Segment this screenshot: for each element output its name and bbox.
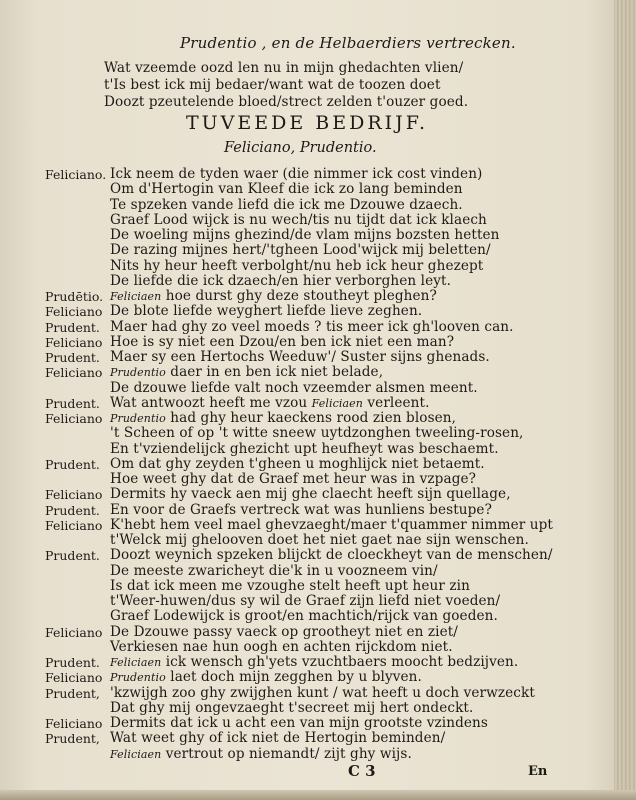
verse-line (110, 502, 492, 518)
verse-line (110, 654, 518, 670)
verse-line (110, 364, 383, 380)
speaker-label: Prudent. (45, 350, 100, 365)
verse-text: ick wensch gh'yets vzuchtbaers moocht bedzijven. (165, 654, 519, 670)
speaker-label: Feliciano (45, 487, 103, 503)
verse-line (110, 471, 476, 487)
speaker-label: Feliciano (45, 624, 103, 640)
verse-text: Dermits dat ick u acht een van mijn grootste vzindens (110, 715, 488, 731)
verse-text: vertrout op niemandt/ zijt ghy wijs. (165, 745, 412, 762)
speaker-label: Prudent. (45, 655, 100, 670)
verse-text: Nits hy heur heeft verbolght/nu heb ick heur ghezept (110, 257, 484, 274)
verse-text: Maer had ghy zo veel moeds ? tis meer ick gh'looven can. (110, 318, 514, 335)
page-edge-right (614, 0, 636, 800)
verse-line (110, 685, 535, 701)
speaker-label: Prudent. (45, 395, 100, 411)
verse-text: Te spzeken vande liefd die ick me Dzouwe dzaech. (110, 196, 463, 213)
inline-character-name: Prudentio (110, 366, 166, 380)
signature-mark: C 3 (348, 762, 376, 780)
speaker-label: Prudent. (45, 502, 100, 518)
speaker-label: Prudent. (45, 319, 100, 335)
speaker-label: Prudent. (45, 456, 100, 472)
verse-line (110, 624, 458, 640)
verse-text: De razing mijnes hert/'tgheen Lood'wijck mij beletten/ (110, 242, 491, 259)
speaker-label: Prudent. (45, 548, 100, 564)
verse-text: De meeste zwaricheyt die'k in u voozneem vin/ (110, 562, 438, 579)
verse-text: De blote liefde weyghert liefde lieve zeghen. (110, 303, 423, 320)
speaker-label: Prudent, (45, 685, 100, 701)
verse-line (110, 197, 463, 213)
verse-line (110, 303, 422, 319)
verse-line (110, 212, 487, 228)
verse-text: K'hebt hem veel mael ghevzaeght/maer t'quammer nimmer upt (110, 516, 553, 533)
inline-character-name: Feliciaen (110, 290, 162, 303)
verse-text: Dermits hy vaeck aen mij ghe claecht heeft sijn quellage, (110, 486, 511, 503)
intro-line: t'Is best ick mij bedaer/want wat de toozen doet (104, 77, 441, 93)
inline-character-name: Feliciaen (311, 396, 363, 410)
verse-text: t'Welck mij ghelooven doet het niet gaet nae sijn wenschen. (110, 532, 529, 548)
speaker-label: Feliciano (45, 670, 103, 686)
inline-character-name: Prudentio (110, 412, 166, 425)
verse-line (110, 608, 498, 624)
verse-text: Om d'Hertogin van Kleef die ick zo lang beminden (110, 181, 463, 198)
verse-text: Graef Lood wijck is nu wech/tis nu tijdt dat ick klaech (110, 211, 487, 228)
verse-text: En voor de Graefs vertreck wat was hunliens bestupe? (110, 501, 492, 518)
verse-text: En t'vziendelijck ghezicht upt heufheyt was beschaemt. (110, 440, 499, 457)
verse-line (110, 425, 523, 441)
verse-text: Wat weet ghy of ick niet de Hertogin beminden/ (110, 730, 446, 747)
verse-text: De Dzouwe passy vaeck op grootheyt niet en ziet/ (110, 623, 458, 640)
intro-line: Doozt pzeutelende bloed/strect zelden t'ouzer goed. (104, 94, 469, 110)
verse-text: De liefde die ick dzaech/en hier verborghen leyt. (110, 272, 452, 289)
verse-line (110, 532, 529, 548)
verse-line (110, 547, 553, 563)
verse-line (110, 288, 437, 304)
intro-line: Wat vzeemde oozd len nu in mijn ghedachten vlien/ (104, 60, 464, 76)
verse-text: Maer sy een Hertochs Weeduw'/ Suster sijns ghenads. (110, 349, 490, 365)
verse-text: verleent. (367, 394, 430, 411)
verse-text: t'Weer-huwen/dus sy wil de Graef zijn liefd niet voeden/ (110, 593, 501, 609)
verse-text: De woeling mijns ghezind/de vlam mijns bozsten hetten (110, 227, 500, 243)
verse-line (110, 273, 451, 289)
verse-line (110, 410, 456, 426)
verse-line (110, 319, 514, 335)
speaker-label: Feliciano (45, 716, 103, 731)
speaker-label: Feliciano (45, 517, 103, 533)
verse-line (110, 746, 412, 762)
verse-text: had ghy heur kaeckens rood zien blosen, (170, 410, 457, 426)
verse-line (110, 242, 491, 258)
verse-text: Doozt weynich spzeken blijckt de cloeckheyt van de menschen/ (110, 547, 553, 564)
verse-line (110, 349, 490, 365)
verse-line (110, 395, 430, 411)
inline-character-name: Feliciaen (110, 656, 162, 669)
verse-line (110, 593, 500, 609)
speaker-label: Feliciano (45, 304, 103, 320)
verse-text: Ick neem de tyden waer (die nimmer ick cost vinden) (110, 166, 483, 182)
verse-line (110, 715, 488, 731)
speaker-label: Feliciano. (45, 167, 107, 182)
verse-text: Is dat ick meen me vzoughe stelt heeft upt heur zin (110, 577, 470, 594)
speaker-label: Prudent, (45, 731, 100, 747)
verse-line (110, 486, 511, 502)
verse-line (110, 181, 463, 197)
verse-text: laet doch mijn zegghen by u blyven. (170, 669, 422, 686)
verse-text: Wat antwoozt heeft me vzou (110, 394, 308, 411)
verse-text: Hoe weet ghy dat de Graef met heur was in vzpage? (110, 471, 477, 487)
speaker-label: Feliciano (45, 365, 103, 381)
verse-line (110, 563, 438, 579)
verse-text: 'kzwijgh zoo ghy zwijghen kunt / wat heeft u doch verwzeckt (110, 684, 535, 701)
speaker-label: Feliciano (45, 411, 103, 426)
speaker-label: Prudētio. (45, 289, 104, 304)
verse-text: Graef Lodewijck is groot/en machtich/rijck van goeden. (110, 608, 498, 625)
inline-character-name: Feliciaen (110, 747, 162, 761)
inline-character-name: Prudentio (110, 671, 166, 685)
act-title: TUVEEDE BEDRIJF. (186, 112, 429, 134)
verse-text: 't Scheen of op 't witte sneew uytdzonghen tweeling-rosen, (110, 425, 524, 442)
verse-line (110, 578, 470, 594)
speaker-label: Feliciano (45, 334, 103, 350)
verse-line (110, 258, 483, 274)
verse-text: Om dat ghy zeyden t'gheen u moghlijck niet betaemt. (110, 455, 485, 472)
verse-text: hoe durst ghy deze stoutheyt pleghen? (165, 288, 437, 304)
verse-text: Dat ghy mij ongevzaeght t'secreet mij hert ondeckt. (110, 699, 474, 716)
verse-line (110, 730, 445, 746)
verse-line (110, 669, 422, 685)
verse-line (110, 166, 482, 182)
verse-line (110, 441, 499, 457)
page-edge-bottom (0, 790, 636, 800)
verse-line (110, 639, 453, 655)
verse-line (110, 380, 478, 396)
running-head: Prudentio , en de Helbaerdiers vertrecken. (180, 34, 516, 52)
verse-line (110, 456, 485, 472)
verse-line (110, 227, 500, 243)
verse-text: Verkiesen nae hun oogh en achten rijckdom niet. (110, 638, 453, 655)
verse-line (110, 517, 553, 533)
verse-text: daer in en ben ick niet belade, (170, 364, 384, 381)
verse-line (110, 334, 454, 350)
verse-text: De dzouwe liefde valt noch vzeemder alsmen meent. (110, 379, 478, 396)
catchword: En (528, 764, 548, 779)
scene-characters: Feliciano, Prudentio. (224, 140, 377, 156)
verse-text: Hoe is sy niet een Dzou/en ben ick niet een man? (110, 333, 455, 350)
verse-line (110, 700, 473, 716)
